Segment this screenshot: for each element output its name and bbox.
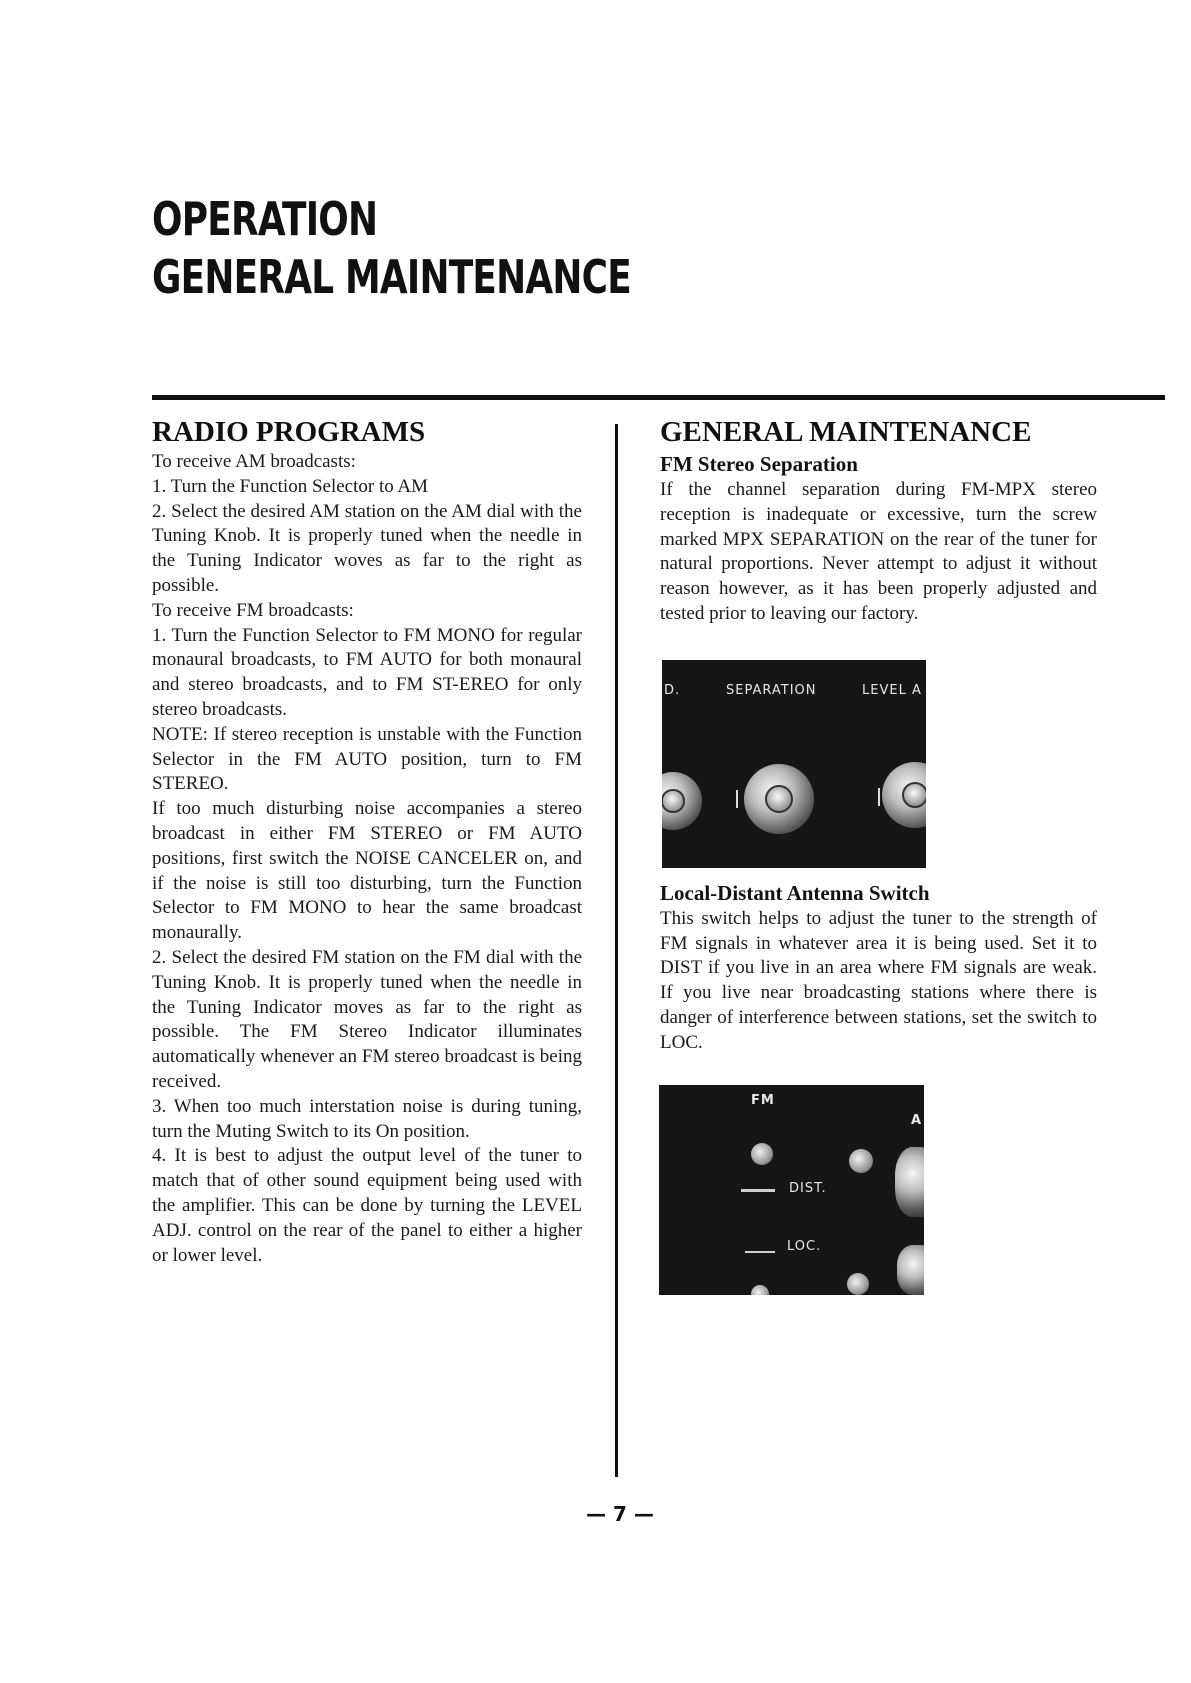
antenna-switch-photo <box>659 1085 924 1295</box>
page-title-line-2: GENERAL MAINTENANCE <box>152 250 631 304</box>
paragraph: To receive FM broadcasts: <box>152 599 354 621</box>
separation-control-photo <box>662 660 926 868</box>
fm-stereo-separation-text: If the channel separation during FM-MPX stereo reception is inadequate or excessive, turn the screw marked MPX SEPARATION on the rear of the tuner for natural proportions. Never attempt to adjust it without reason however, as it has been properly adjusted and tested prior to leaving our factory. <box>660 479 1097 624</box>
radio-programs-heading: RADIO PROGRAMS <box>152 416 426 448</box>
photo-label-level: LEVEL A <box>862 683 922 698</box>
paragraph: If too much disturbing noise accompanies a stereo broadcast in either FM STEREO or FM AUTO positions, first switch the NOISE CANCELER on, and if the noise is still too disturbing, turn the Function Selector to FM MONO to hear the same broadcast monaurally. <box>152 798 582 944</box>
horizontal-rule <box>152 395 1165 400</box>
paragraph: 4. It is best to adjust the output level of the tuner to match that of other sound equipment being used with the amplifier. This can be done by turning the LEVEL ADJ. control on the rear of the panel to either a higher or lower level. <box>152 1145 582 1266</box>
paragraph: 1. Turn the Function Selector to AM <box>152 475 429 497</box>
local-distant-text: This switch helps to adjust the tuner to the strength of FM signals in whatever area it is being used. Set it to DIST if you live in an area where FM signals are weak. If you live near broadcasting stations where there is danger of interference between stations, set the switch to LOC. <box>660 907 1097 1053</box>
loc-switch-marker <box>745 1251 775 1253</box>
photo-label-fm: FM <box>751 1093 775 1108</box>
fm-stereo-separation-heading: FM Stereo Separation <box>660 452 858 476</box>
tick-mark <box>878 788 880 806</box>
terminal-icon <box>897 1245 924 1295</box>
paragraph: To receive AM broadcasts: <box>152 451 356 472</box>
paragraph: 3. When too much interstation noise is during tuning, turn the Muting Switch to its On position. <box>152 1095 582 1142</box>
screw-icon <box>847 1273 869 1295</box>
photo-label-loc: LOC. <box>787 1239 822 1254</box>
paragraph: 1. Turn the Function Selector to FM MONO for regular monaural broadcasts, to FM AUTO for both monaural and stereo broadcasts, and to FM ST-EREO for only stereo broadcasts. <box>152 624 582 720</box>
note-paragraph: NOTE: If stereo reception is unstable with the Function Selector in the FM AUTO position, turn to FM STEREO. <box>152 723 582 795</box>
page-number: — 7 — <box>586 1502 654 1526</box>
tick-mark <box>736 790 738 808</box>
local-distant-heading: Local-Distant Antenna Switch <box>660 880 930 905</box>
page-title <box>152 190 631 306</box>
screw-icon <box>751 1285 769 1295</box>
general-maintenance-heading: GENERAL MAINTENANCE <box>660 416 1032 448</box>
level-knob-icon <box>882 762 926 828</box>
paragraph: 2. Select the desired FM station on the FM dial with the Tuning Knob. It is properly tuned when the needle in the Tuning Indicator moves as far to the right as possible. The FM Stereo Indicator illuminates automatically whenever an FM stereo broadcast is being received. <box>152 946 582 1092</box>
screw-icon <box>751 1143 773 1165</box>
radio-programs-section <box>152 414 582 1268</box>
terminal-icon <box>895 1147 924 1217</box>
photo-label-d: D. <box>664 683 681 698</box>
dist-switch-marker <box>741 1189 775 1192</box>
photo-label-a: A <box>911 1113 923 1128</box>
photo-label-separation: SEPARATION <box>726 683 817 698</box>
column-divider <box>615 424 618 1477</box>
screw-icon <box>849 1149 873 1173</box>
separation-knob-icon <box>744 764 814 834</box>
knob-icon <box>662 772 702 830</box>
paragraph: 2. Select the desired AM station on the AM dial with the Tuning Knob. It is properly tuned when the needle in the Tuning Indicator woves as far to the right as possible. <box>152 500 582 596</box>
photo-label-dist: DIST. <box>789 1181 827 1196</box>
page-title-line-1: OPERATION <box>152 192 378 246</box>
